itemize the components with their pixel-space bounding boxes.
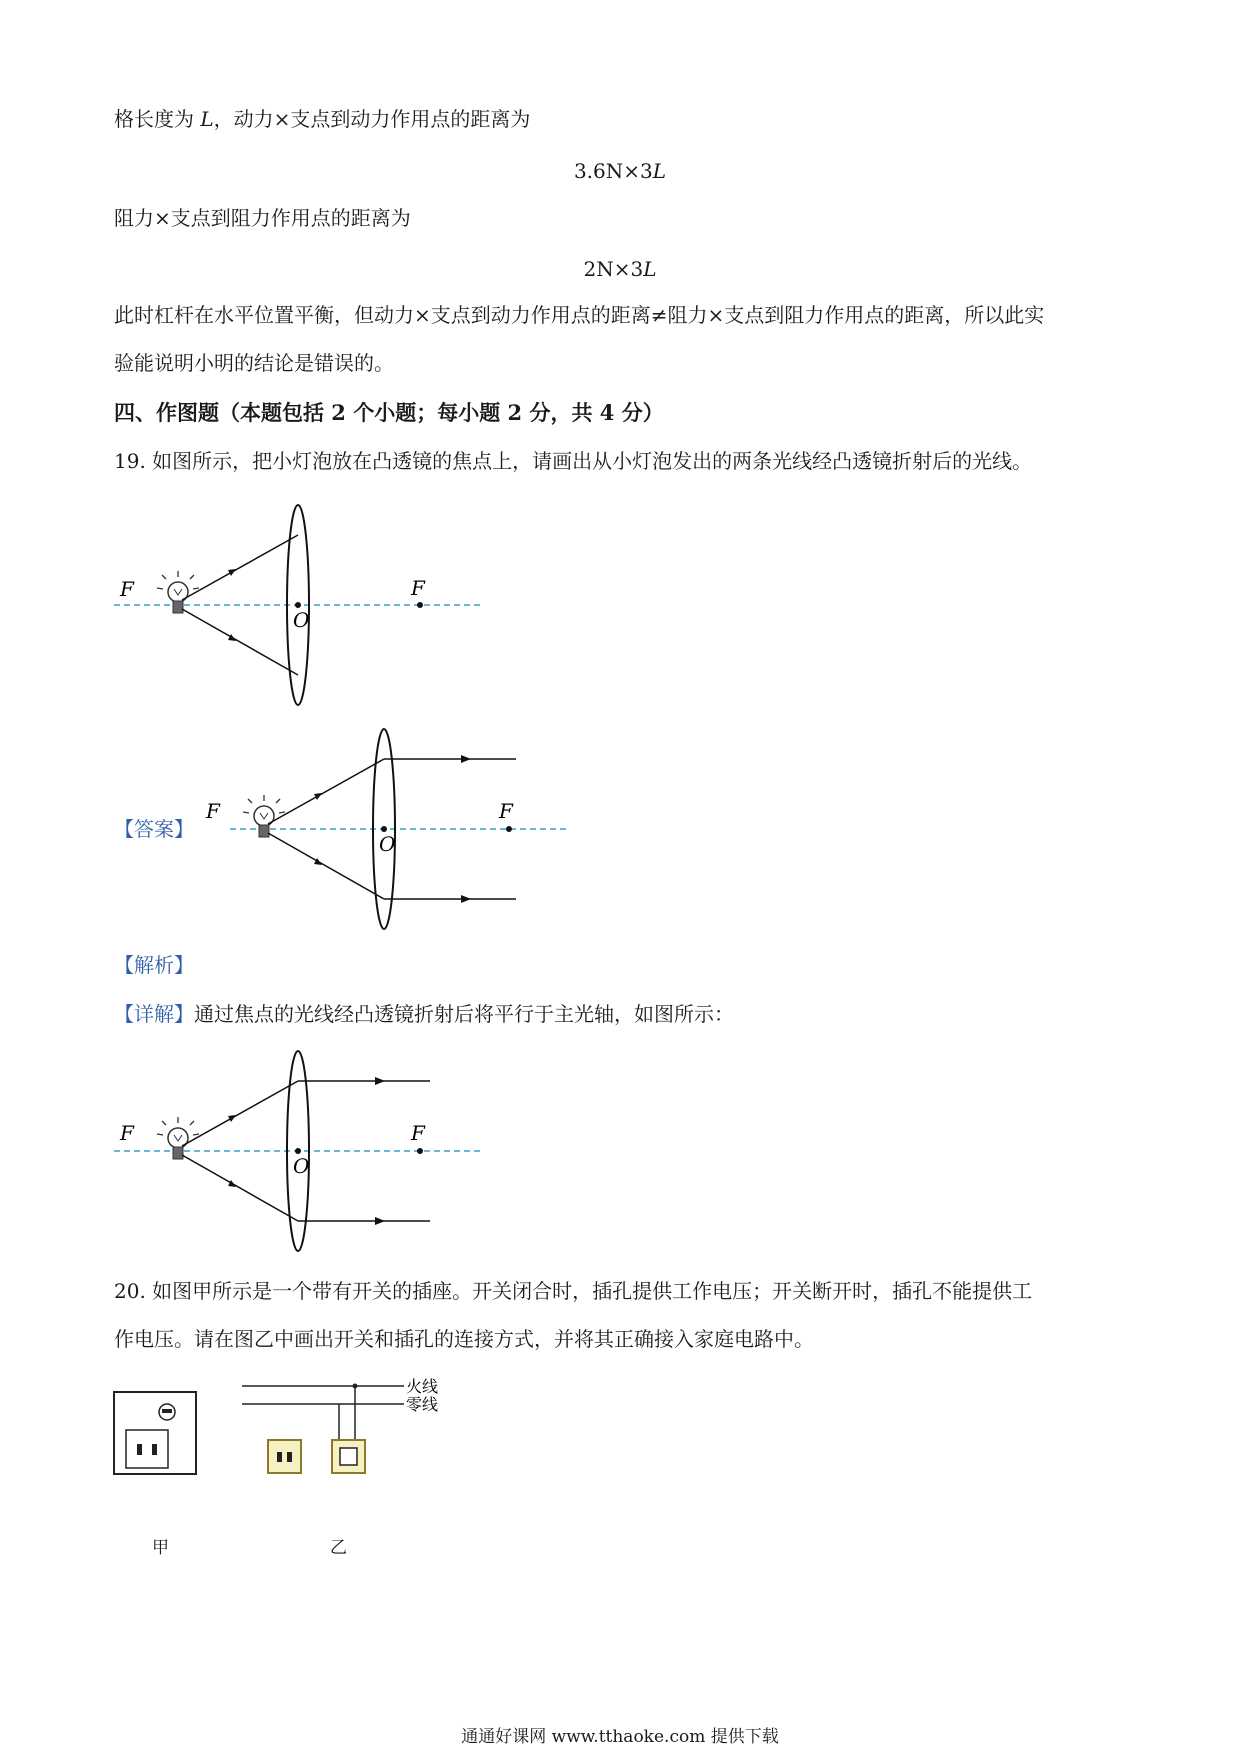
ray-upper-arrow (228, 1115, 236, 1122)
figure-label-jia: 甲 (152, 1538, 169, 1558)
center-label: O (293, 608, 310, 632)
ray-upper (182, 1081, 298, 1146)
refracted-upper-arrow (375, 1077, 385, 1085)
neutral-wire-label: 零线 (406, 1395, 439, 1414)
var-L: L (652, 159, 667, 183)
equation-2-value: 2N×3 (583, 257, 644, 281)
detail-label: 【详解】 (114, 1002, 194, 1026)
lens-figure-detail (100, 1040, 500, 1255)
ray-upper (268, 759, 384, 824)
center-label: O (293, 1154, 310, 1178)
focus-label-right: F (411, 1121, 425, 1145)
text-line-1-b: ，动力×支点到动力作用点的距离为 (213, 107, 531, 131)
question-20-text-2: 作电压。请在图乙中画出开关和插孔的连接方式，并将其正确接入家庭电路中。 (114, 1327, 814, 1351)
focus-label-right: F (499, 799, 513, 823)
center-label: O (379, 832, 396, 856)
focus-dot-right (417, 1148, 423, 1154)
equation-2 (0, 254, 1240, 284)
lens-figure-question (100, 495, 500, 710)
text-line-2: 阻力×支点到阻力作用点的距离为 (114, 206, 411, 230)
ray-upper (182, 535, 298, 600)
focus-label-left: F (120, 1121, 134, 1145)
focus-label-left: F (120, 577, 134, 601)
live-wire-label: 火线 (406, 1377, 439, 1396)
section-heading: 四、作图题（本题包括 2 个小题；每小题 2 分，共 4 分） (114, 400, 664, 425)
bulb-icon (157, 1117, 199, 1159)
switch-icon (332, 1440, 365, 1473)
focus-dot-right (417, 602, 423, 608)
refracted-upper-arrow (461, 755, 471, 763)
switch-icon (159, 1404, 175, 1420)
bulb-icon (157, 571, 199, 613)
focus-dot-right (506, 826, 512, 832)
household-circuit-figure (236, 1378, 456, 1508)
socket-with-switch-figure (112, 1390, 202, 1480)
text-line-1-a: 格长度为 (114, 107, 201, 131)
question-19-text: 19. 如图所示，把小灯泡放在凸透镜的焦点上，请画出从小灯泡发出的两条光线经凸透镜折射后的光线。 (114, 449, 1033, 473)
outlet-icon (126, 1430, 168, 1468)
detail-line (114, 999, 734, 1029)
var-L: L (200, 107, 214, 131)
refracted-lower-arrow (461, 895, 471, 903)
outlet-icon (268, 1440, 301, 1473)
figure-label-yi: 乙 (330, 1538, 347, 1558)
refracted-lower-arrow (375, 1217, 385, 1225)
ray-upper-arrow (228, 569, 236, 576)
equation-1-value: 3.6N×3 (573, 159, 653, 183)
text-line-3: 此时杠杆在水平位置平衡，但动力×支点到动力作用点的距离≠阻力×支点到阻力作用点的距离，所以此实 (114, 303, 1045, 327)
text-line-4: 验能说明小明的结论是错误的。 (114, 351, 394, 375)
lens-figure-answer (206, 718, 576, 933)
ray-lower (268, 833, 384, 899)
question-20-text-1: 20. 如图甲所示是一个带有开关的插座。开关闭合时，插孔提供工作电压；开关断开时，插孔不能提供工 (114, 1279, 1033, 1303)
equation-1 (0, 156, 1240, 186)
ray-lower (182, 609, 298, 675)
detail-text: 通过焦点的光线经凸透镜折射后将平行于主光轴，如图所示： (194, 1002, 734, 1026)
var-L: L (643, 257, 657, 281)
text-line-1 (114, 104, 530, 134)
analysis-label: 【解析】 (114, 953, 194, 977)
bulb-icon (243, 795, 285, 837)
focus-label-left: F (206, 799, 220, 823)
page-footer: 通通好课网 www.tthaoke.com 提供下载 (461, 1727, 779, 1747)
answer-label: 【答案】 (114, 817, 194, 841)
focus-label-right: F (411, 576, 425, 600)
ray-lower (182, 1155, 298, 1221)
ray-upper-arrow (314, 793, 322, 800)
